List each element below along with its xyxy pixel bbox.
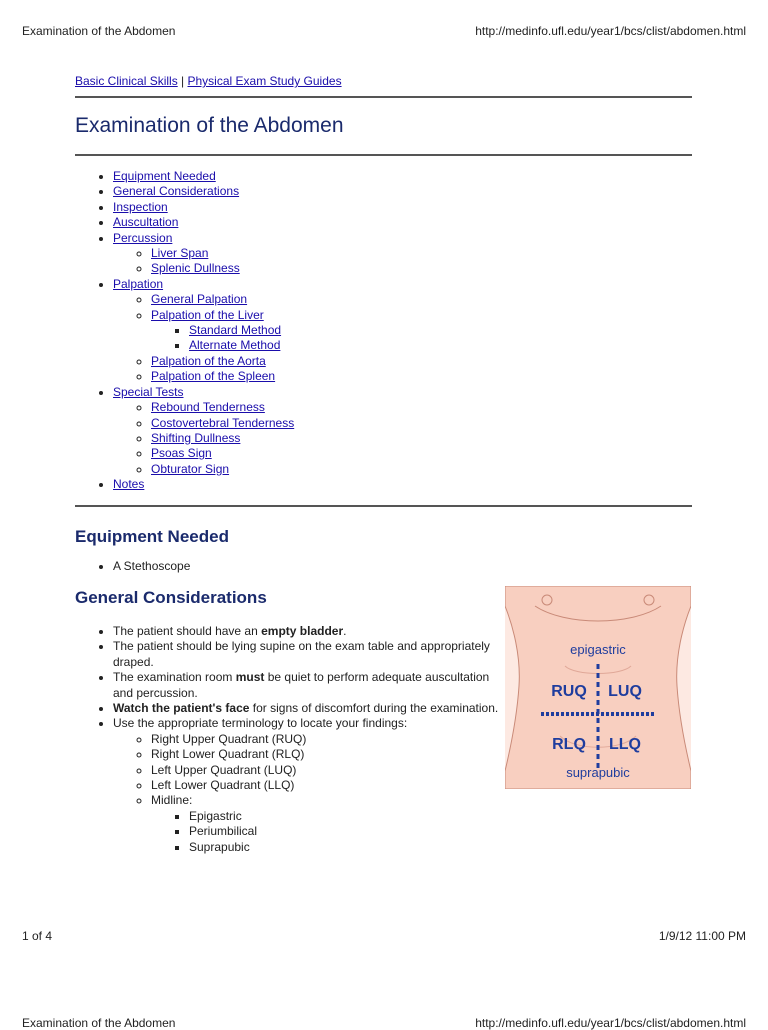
emphasis: Watch the patient's face bbox=[113, 700, 250, 715]
toc-item bbox=[151, 369, 692, 384]
section-heading-equipment: Equipment Needed bbox=[75, 526, 229, 546]
label-rlq: RLQ bbox=[552, 735, 586, 753]
toc-link-palpation-liver[interactable]: Palpation of the Liver bbox=[151, 307, 264, 322]
toc-item bbox=[151, 354, 692, 369]
toc-link-splenic-dullness[interactable]: Splenic Dullness bbox=[151, 261, 240, 276]
toc-item bbox=[113, 231, 692, 277]
label-ruq: RUQ bbox=[551, 682, 587, 700]
list-item: ◦ Right Upper Quadrant (RUQ) bbox=[151, 732, 500, 747]
toc-link-percussion[interactable]: Percussion bbox=[113, 230, 173, 245]
emphasis: must bbox=[235, 670, 265, 685]
print-footer bbox=[22, 929, 746, 943]
print-header-title: Examination of the Abdomen bbox=[22, 24, 176, 38]
toc-item bbox=[189, 338, 692, 353]
label-llq: LLQ bbox=[609, 735, 641, 753]
toc-item bbox=[113, 184, 692, 199]
toc-link-palpation-spleen[interactable]: Palpation of the Spleen bbox=[151, 369, 276, 384]
toc-link-inspection[interactable]: Inspection bbox=[113, 199, 168, 214]
toc-link-alternate-method[interactable]: Alternate Method bbox=[189, 338, 281, 353]
breadcrumb bbox=[75, 72, 692, 90]
list-item: ◦ Midline: ▪ Epigastric ▪ Periumbilical ▪ Suprapubic bbox=[151, 793, 500, 855]
toc-item bbox=[151, 416, 692, 431]
toc-item bbox=[151, 292, 692, 307]
toc-link-palpation[interactable]: Palpation bbox=[113, 276, 164, 291]
list-item: ▪ Suprapubic bbox=[189, 840, 500, 855]
toc-link-notes[interactable]: Notes bbox=[113, 477, 145, 492]
list-item: ◦ Left Upper Quadrant (LUQ) bbox=[151, 763, 500, 778]
toc-item bbox=[151, 400, 692, 415]
label-luq: LUQ bbox=[608, 682, 642, 700]
list-item: • The patient should be lying supine on the exam table and appropriately draped. bbox=[113, 639, 500, 670]
general-considerations-section bbox=[75, 586, 692, 855]
toc-item bbox=[151, 431, 692, 446]
toc-item bbox=[113, 215, 692, 230]
toc-item bbox=[189, 323, 692, 338]
toc-link-general-palpation[interactable]: General Palpation bbox=[151, 292, 248, 307]
page-number: 1 of 4 bbox=[22, 929, 53, 943]
abdomen-quadrant-diagram bbox=[505, 586, 691, 789]
toc-item bbox=[113, 477, 692, 492]
toc-link-obturator[interactable]: Obturator Sign bbox=[151, 461, 230, 476]
toc-item bbox=[113, 169, 692, 184]
section-heading-general: General Considerations bbox=[75, 587, 267, 607]
list-item: • Use the appropriate terminology to locate your findings: ◦ Right Upper Quadrant (RUQ) ◦ Right Lower Quadrant (RLQ) ◦ Left Upper Quadrant (LUQ) ◦ Left Lower Quadrant (LLQ) ◦ Midline: ▪ Epigastric ▪ Periumbilical ▪ Suprapubic bbox=[113, 716, 500, 855]
page-content bbox=[75, 72, 692, 855]
equipment-list bbox=[75, 559, 692, 574]
emphasis: empty bladder bbox=[261, 623, 344, 638]
general-list bbox=[75, 624, 500, 855]
toc-item bbox=[151, 261, 692, 276]
list-item: ▪ Periumbilical bbox=[189, 824, 500, 839]
next-header-url: http://medinfo.ufl.edu/year1/bcs/clist/abdomen.html bbox=[475, 1016, 746, 1030]
label-epigastric: epigastric bbox=[570, 641, 626, 657]
list-item: • The patient should have an empty bladder. bbox=[113, 624, 500, 639]
toc-link-special-tests[interactable]: Special Tests bbox=[113, 384, 184, 399]
next-page-header bbox=[22, 1016, 746, 1030]
toc-link-psoas[interactable]: Psoas Sign bbox=[151, 446, 212, 461]
toc-link-liver-span[interactable]: Liver Span bbox=[151, 246, 209, 261]
toc-item bbox=[151, 446, 692, 461]
toc-link-shifting[interactable]: Shifting Dullness bbox=[151, 430, 241, 445]
toc-item bbox=[151, 462, 692, 477]
print-header bbox=[22, 24, 746, 38]
toc-item bbox=[151, 308, 692, 354]
breadcrumb-link-physical-exam-guides[interactable]: Physical Exam Study Guides bbox=[187, 74, 342, 88]
toc-link-auscultation[interactable]: Auscultation bbox=[113, 215, 179, 230]
list-item: • Watch the patient's face for signs of discomfort during the examination. bbox=[113, 701, 500, 716]
toc-link-standard-method[interactable]: Standard Method bbox=[189, 323, 282, 338]
breadcrumb-separator: | bbox=[177, 74, 188, 88]
toc-link-equipment[interactable]: Equipment Needed bbox=[113, 169, 216, 183]
print-header-url: http://medinfo.ufl.edu/year1/bcs/clist/abdomen.html bbox=[475, 24, 746, 38]
table-of-contents bbox=[75, 156, 692, 505]
list-item: ◦ Right Lower Quadrant (RLQ) bbox=[151, 747, 500, 762]
toc-link-rebound[interactable]: Rebound Tenderness bbox=[151, 400, 265, 415]
list-item: ▪ Epigastric bbox=[189, 809, 500, 824]
print-datetime: 1/9/12 11:00 PM bbox=[658, 929, 746, 943]
list-item: • The examination room must be quiet to perform adequate auscultation and percussion. bbox=[113, 670, 500, 701]
toc-item bbox=[151, 246, 692, 261]
toc-link-general[interactable]: General Considerations bbox=[113, 184, 240, 199]
toc-item bbox=[113, 200, 692, 215]
list-item: • A Stethoscope bbox=[113, 559, 692, 574]
toc-link-palpation-aorta[interactable]: Palpation of the Aorta bbox=[151, 353, 266, 368]
list-item: ◦ Left Lower Quadrant (LLQ) bbox=[151, 778, 500, 793]
next-header-title: Examination of the Abdomen bbox=[22, 1016, 176, 1030]
breadcrumb-link-basic-clinical-skills[interactable]: Basic Clinical Skills bbox=[75, 74, 178, 88]
label-suprapubic: suprapubic bbox=[566, 764, 630, 780]
toc-link-costovertebral[interactable]: Costovertebral Tenderness bbox=[151, 415, 295, 430]
toc-item bbox=[113, 385, 692, 477]
toc-item bbox=[113, 277, 692, 385]
page-title: Examination of the Abdomen bbox=[75, 114, 344, 137]
